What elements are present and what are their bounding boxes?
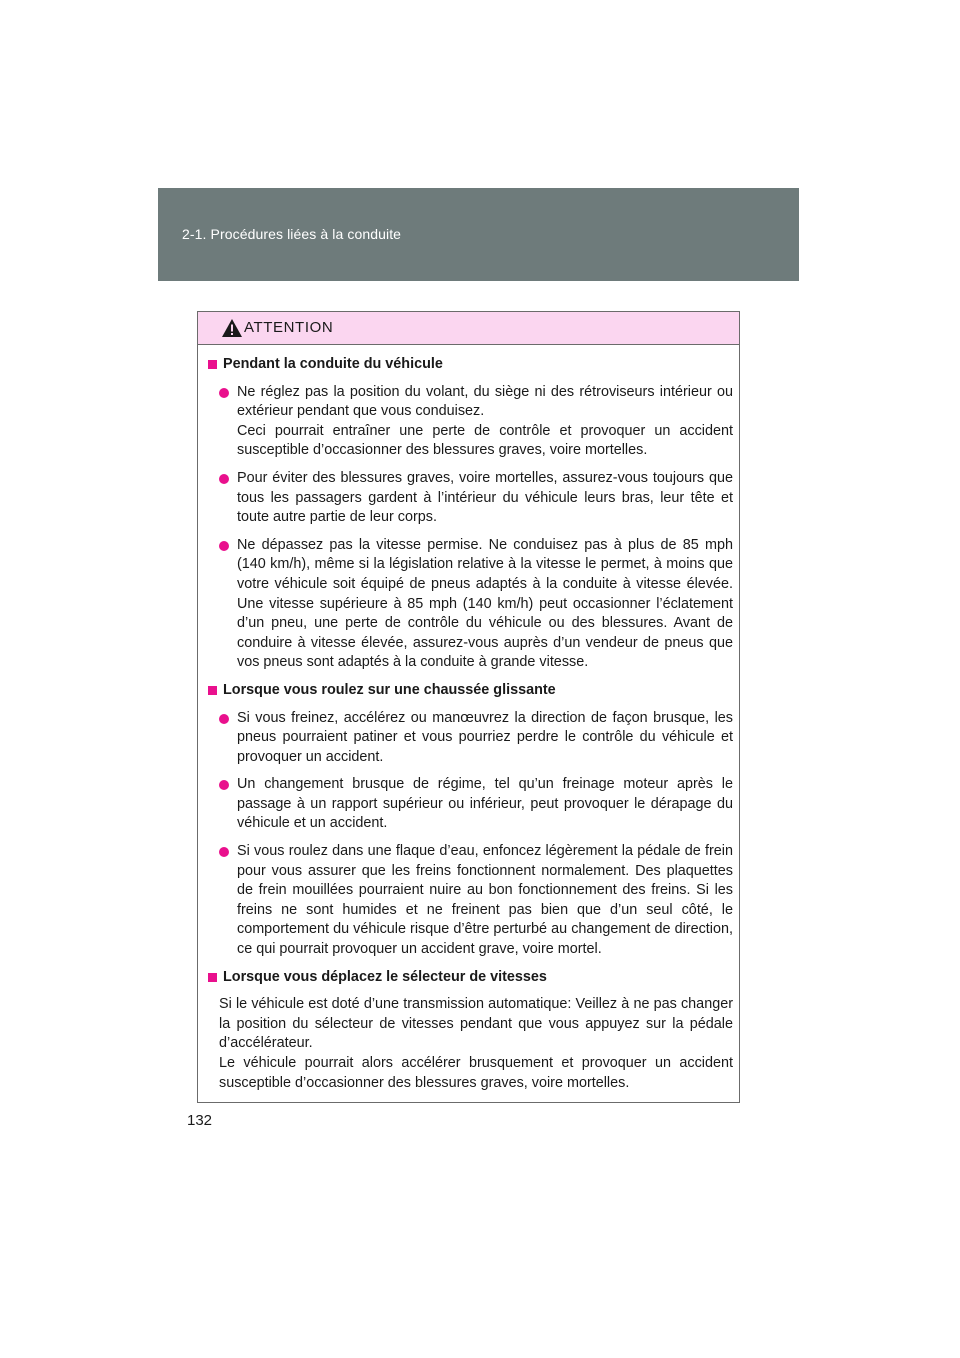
round-bullet-icon [219,474,229,484]
chapter-header-band [158,188,799,281]
paragraph-text: Le véhicule pourrait alors accélérer brusquement et provoquer un accident susceptible d’occasionner des blessures graves, voire mortelles. [219,1055,733,1091]
round-bullet-icon [219,714,229,724]
warning-box [197,311,740,1103]
item-text: Ceci pourrait entraîner une perte de contrôle et provoquer un accident susceptible d’occasionner des blessures graves, voire mortelles. [237,422,733,459]
list-item [208,469,733,528]
round-bullet-icon [219,847,229,857]
item-text: Ne dépassez pas la vitesse permise. Ne conduisez pas à plus de 85 mph (140 km/h), même si la législation relative à la vitesse le permet, à moins que votre véhicule soit équipé de pneus adaptés à la conduite à vitesse élevée. Une vitesse supérieure à 85 mph (140 km/h) peut occasionner l’éclatement d’un pneu, une perte de contrôle du véhicule ou des blessures. Avant de conduire à vitesse élevée, assurez-vous auprès d’un vendeur de pneus que vos pneus sont adaptés à la conduite à grande vitesse. [237,536,733,671]
round-bullet-icon [219,388,229,398]
warning-triangle-icon [221,318,243,338]
page-number: 132 [187,1112,213,1129]
warning-body [198,345,739,1093]
plain-paragraphs [208,995,733,1093]
list-item [208,775,733,834]
section-title: 2-1. Procédures liées à la conduite [182,226,402,242]
item-text: Si vous roulez dans une flaque d’eau, enfoncez légèrement la pédale de frein pour vous assurer que les freins fonctionnent normalement. Des plaquettes de frein mouillées pourraient nuire au bon fonctionnement des freins. Si les freins ne sont humides et ne freinent pas bien que d’un seul côté, le comportement du véhicule risque d’être perturbé au changement de direction, ce qui pourrait provoquer un accident grave, voire mortel. [237,843,733,958]
section-heading: Lorsque vous déplacez le sélecteur de vitesses [208,968,733,988]
section-heading: Lorsque vous roulez sur une chaussée glissante [208,681,733,701]
warning-header [198,312,739,345]
round-bullet-icon [219,541,229,551]
list-item [208,709,733,768]
item-text: Pour éviter des blessures graves, voire mortelles, assurez-vous toujours que tous les passagers gardent à l’intérieur du véhicule leurs bras, leur tête et toute autre partie de leur corps. [237,469,733,526]
item-text: Si vous freinez, accélérez ou manœuvrez la direction de façon brusque, les pneus pourraient patiner et vous pourriez perdre le contrôle du véhicule et provoquer un accident. [237,709,733,765]
list-item [208,842,733,960]
square-bullet-icon [208,973,217,982]
item-text: Un changement brusque de régime, tel qu’un freinage moteur après le passage à un rapport supérieur ou inférieur, peut provoquer le dérapage du véhicule et un accident. [237,776,733,832]
round-bullet-icon [219,780,229,790]
item-text: Ne réglez pas la position du volant, du siège ni des rétroviseurs intérieur ou extérieur pendant que vous conduisez. [237,383,733,420]
square-bullet-icon [208,686,217,695]
list-item [208,536,733,673]
section-heading: Pendant la conduite du véhicule [208,355,733,375]
paragraph-text: Si le véhicule est doté d’une transmission automatique: Veillez à ne pas changer la position du sélecteur de vitesses pendant que vous appuyez sur la pédale d’accélérateur. [219,996,733,1052]
square-bullet-icon [208,360,217,369]
warning-title: ATTENTION [244,319,334,336]
list-item [208,383,733,461]
